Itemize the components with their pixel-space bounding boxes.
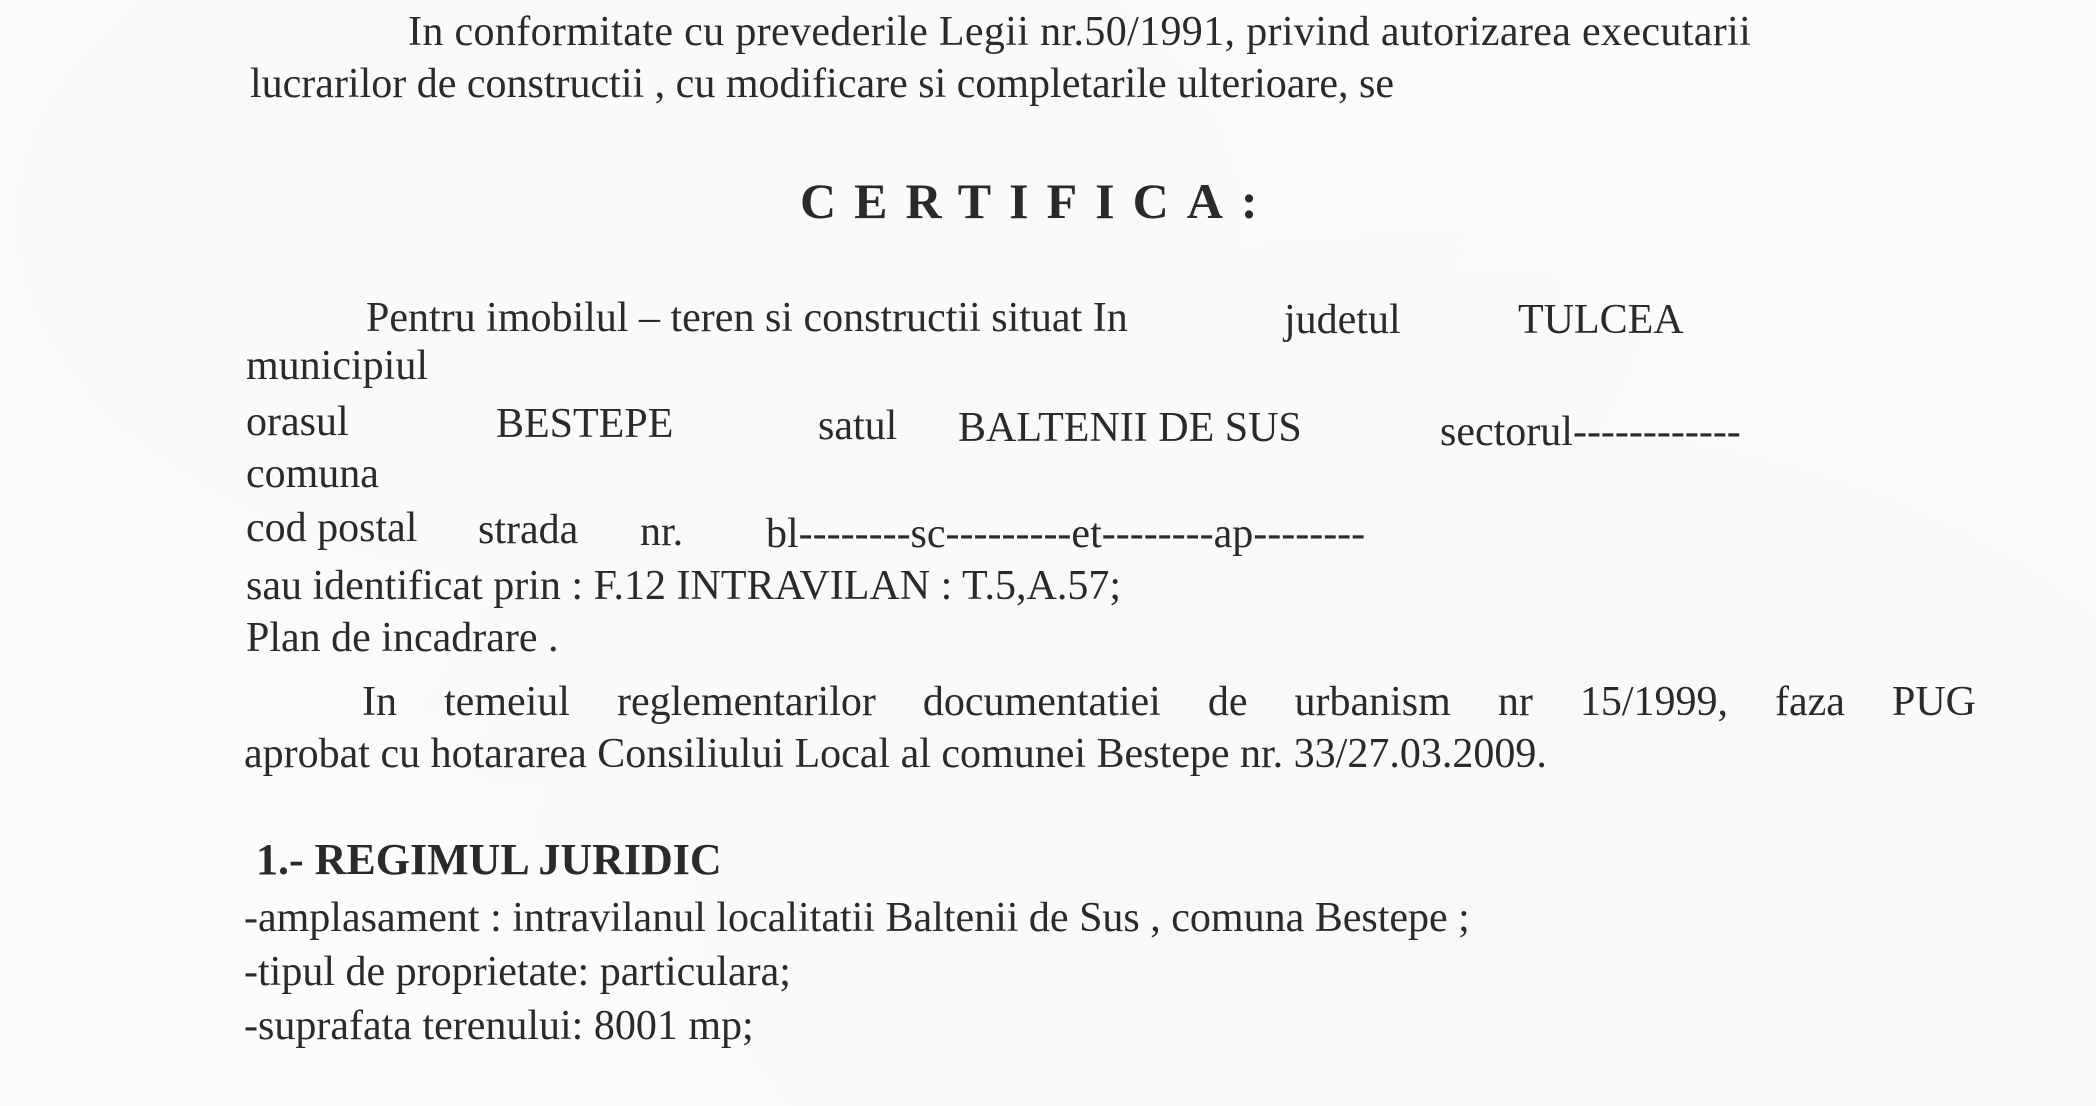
temei-word: faza (1775, 679, 1845, 725)
temei-word: documentatiei (922, 679, 1161, 725)
temei-word: reglementarilor (617, 679, 876, 725)
section-title-regimul-juridic: 1.- REGIMUL JURIDIC (256, 835, 722, 884)
sat-value: BALTENII DE SUS (958, 405, 1302, 451)
temei-word: urbanism (1294, 679, 1451, 725)
oras-label: orasul (246, 399, 349, 445)
comuna-label: comuna (246, 451, 379, 497)
temei-line-1 (362, 678, 1976, 726)
municipiu-label: municipiul (246, 343, 428, 389)
judet-label: judetul (1284, 297, 1401, 343)
intro-line-2: lucrarilor de constructii , cu modificare si completarile ulterioare, se (250, 61, 1395, 107)
identificat-line: sau identificat prin : F.12 INTRAVILAN : T.5,A.57; (246, 563, 1122, 609)
section1-item-suprafata: -suprafata terenului: 8001 mp; (244, 1003, 754, 1049)
temei-word: de (1207, 679, 1248, 725)
section1-item-amplasament: -amplasament : intravilanul localitatii Baltenii de Sus , comuna Bestepe ; (244, 895, 1470, 941)
temei-word: nr (1497, 679, 1533, 725)
temei-word: 15/1999, (1579, 679, 1729, 725)
bl-sc-et-ap-line: bl--------sc---------et--------ap-------- (766, 511, 1366, 557)
temei-word: temeiul (444, 679, 570, 725)
temei-line-2: aprobat cu hotararea Consiliului Local al comunei Bestepe nr. 33/27.03.2009. (244, 731, 1547, 777)
certifica-heading: CERTIFICA: (800, 173, 1276, 229)
temei-word: PUG (1891, 679, 1976, 725)
sector-label: sectorul------------ (1440, 409, 1741, 455)
cod-postal-label: cod postal (246, 505, 418, 551)
strada-label: strada (478, 507, 579, 553)
temei-word: In (362, 679, 397, 725)
address-lead: Pentru imobilul – teren si constructii situat In (366, 295, 1128, 341)
plan-line: Plan de incadrare . (246, 615, 559, 661)
section1-item-proprietate: -tipul de proprietate: particulara; (244, 949, 791, 995)
intro-line-1-text: In conformitate cu prevederile Legii nr.50/1991, privind autorizarea executarii (408, 9, 1752, 55)
oras-value: BESTEPE (496, 401, 674, 447)
intro-line-1 (408, 8, 1982, 56)
sat-label: satul (818, 403, 898, 449)
judet-value: TULCEA (1518, 297, 1684, 343)
nr-label: nr. (640, 509, 684, 555)
